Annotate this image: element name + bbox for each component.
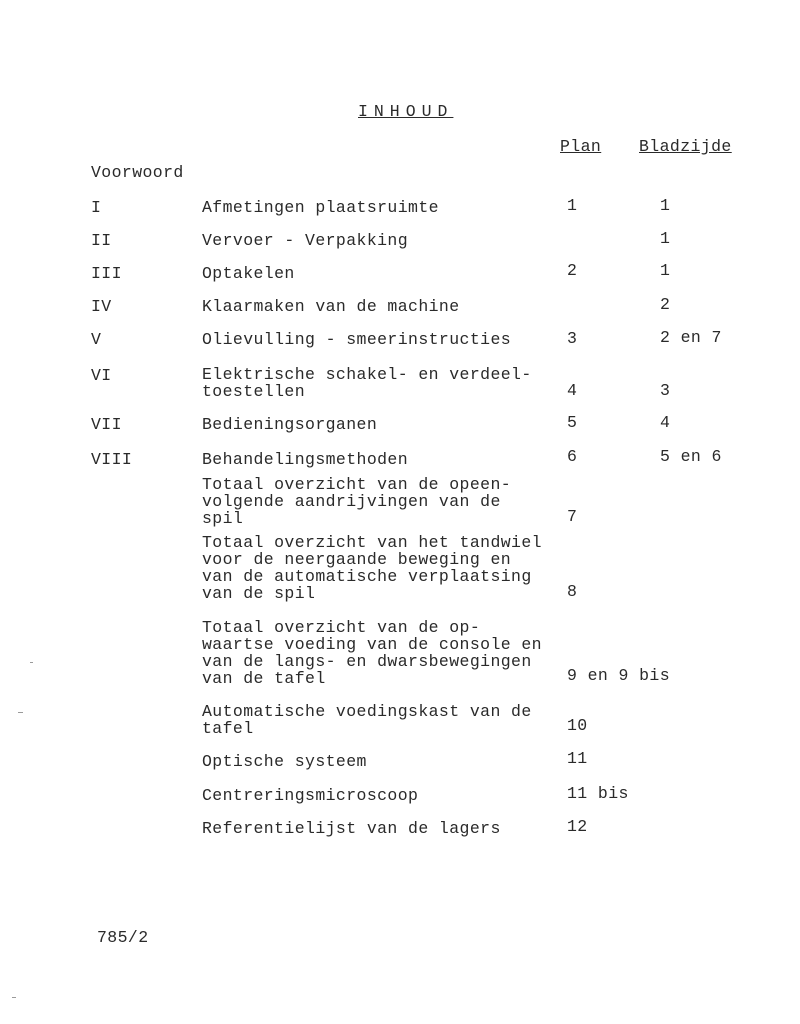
entry-plan: 8 [567, 582, 578, 601]
entry-description: Elektrische schakel- en verdeel- toestellen [202, 365, 532, 401]
entry-page: 3 [660, 381, 671, 400]
entry-plan: 4 [567, 381, 578, 400]
scan-speck [30, 662, 33, 663]
entry-plan: 6 [567, 447, 578, 466]
entry-description: Optakelen [202, 264, 295, 283]
entry-number: VI [91, 366, 112, 385]
voorwoord-label: Voorwoord [91, 163, 184, 182]
entry-number: III [91, 264, 122, 283]
entry-description: Referentielijst van de lagers [202, 819, 501, 838]
entry-number: II [91, 231, 112, 250]
entry-plan: 7 [567, 507, 578, 526]
entry-description: Totaal overzicht van het tandwiel voor de neergaande beweging en van de automatische verplaatsing van de spil [202, 533, 542, 603]
entry-description: Afmetingen plaatsruimte [202, 198, 439, 217]
entry-number: V [91, 330, 102, 349]
entry-description: Totaal overzicht van de opeen- volgende aandrijvingen van de spil [202, 475, 512, 528]
entry-number: I [91, 198, 102, 217]
entry-description: Bedieningsorganen [202, 415, 378, 434]
header-bladzijde: Bladzijde [639, 137, 732, 156]
entry-page: 2 en 7 [660, 328, 722, 347]
page-footer-number: 785/2 [97, 928, 149, 947]
entry-number: VII [91, 415, 122, 434]
entry-description: Klaarmaken van de machine [202, 297, 460, 316]
entry-description: Centreringsmicroscoop [202, 786, 419, 805]
page-title: INHOUD [358, 102, 454, 121]
entry-page: 1 [660, 261, 671, 280]
entry-number: IV [91, 297, 112, 316]
entry-plan: 11 [567, 749, 588, 768]
entry-number: VIII [91, 450, 133, 469]
scan-speck [18, 712, 23, 713]
entry-plan: 10 [567, 716, 588, 735]
entry-description: Olievulling - smeerinstructies [202, 330, 512, 349]
entry-description: Automatische voedingskast van de tafel [202, 702, 532, 738]
entry-description: Vervoer - Verpakking [202, 231, 409, 250]
entry-description: Optische systeem [202, 752, 367, 771]
entry-plan: 9 en 9 bis [567, 666, 671, 685]
header-plan: Plan [560, 137, 602, 156]
entry-plan: 3 [567, 329, 578, 348]
entry-plan: 2 [567, 261, 578, 280]
entry-plan: 1 [567, 196, 578, 215]
entry-plan: 5 [567, 413, 578, 432]
scan-speck [12, 997, 16, 998]
entry-page: 5 en 6 [660, 447, 722, 466]
entry-plan: 11 bis [567, 784, 629, 803]
entry-page: 2 [660, 295, 671, 314]
entry-page: 4 [660, 413, 671, 432]
entry-description: Totaal overzicht van de op- waartse voeding van de console en van de langs- en dwarsbewegingen van de tafel [202, 618, 542, 688]
entry-description: Behandelingsmethoden [202, 450, 409, 469]
entry-plan: 12 [567, 817, 588, 836]
entry-page: 1 [660, 229, 671, 248]
entry-page: 1 [660, 196, 671, 215]
